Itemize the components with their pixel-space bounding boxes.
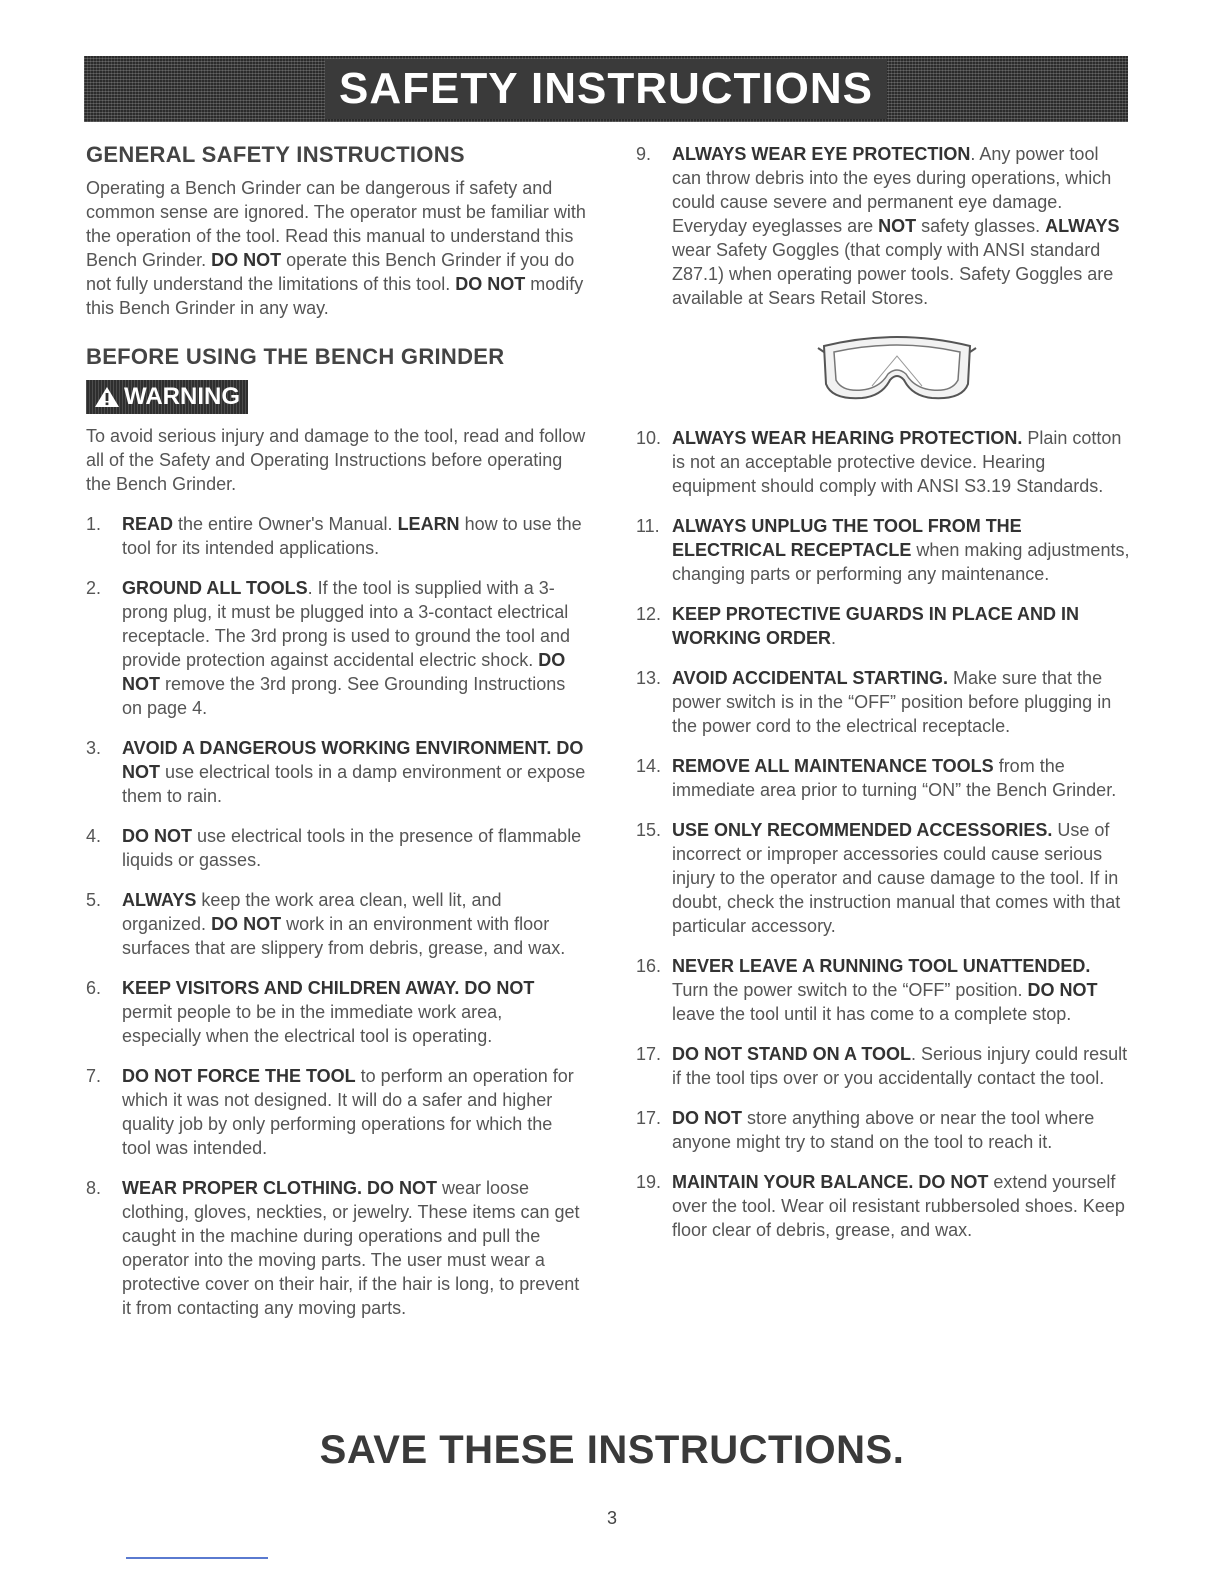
item-number: 19. [636,1172,662,1192]
general-text: Operating a Bench Grinder can be dangerous if safety and common sense are ignored. The operator must be familiar with the operation of the tool. Read this manual to understand this Bench Grinder. DO NOT operate this Bench Grinder if you do not fully understand the limitations of this tool. DO NOT modify this Bench Grinder in any way. [86,178,586,318]
item-number: 4. [86,826,102,846]
item-number: 2. [86,578,102,598]
list-item: 9. ALWAYS WEAR EYE PROTECTION. Any power tool can throw debris into the eyes during operations, which could cause severe and permanent eye damage. Everyday eyeglasses are NOT safety glasses. ALWAYS wear Safety Goggles (that comply with ANSI standard Z87.1) when operating power tools. Safety Goggles are available at Sears Retail Stores. [636,142,1131,406]
list-item: 19. MAINTAIN YOUR BALANCE. DO NOT extend yourself over the tool. Wear oil resistant rubbersoled shoes. Keep floor clear of debris, grease, and wax. [636,1172,1125,1240]
list-item: 10. ALWAYS WEAR HEARING PROTECTION. Plain cotton is not an acceptable protective device. Hearing equipment should comply with ANSI S3.19 Standards. [636,428,1122,496]
footer-divider [126,1557,268,1559]
safety-goggles-icon [812,326,982,406]
general-heading: GENERAL SAFETY INSTRUCTIONS [86,142,465,167]
before-heading: BEFORE USING THE BENCH GRINDER [86,344,505,369]
item-number: 5. [86,890,102,910]
item-number: 8. [86,1178,102,1198]
list-item: 5. ALWAYS keep the work area clean, well lit, and organized. DO NOT work in an environment with floor surfaces that are slippery from debris, grease, and wax. [86,890,566,958]
item-number: 14. [636,756,662,776]
left-column [86,142,586,1336]
list-item: 14. REMOVE ALL MAINTENANCE TOOLS from the immediate area prior to turning “ON” the Bench Grinder. [636,756,1117,800]
safety-list-right [636,142,1131,1242]
warning-label: WARNING [124,383,240,410]
item-number: 16. [636,956,662,976]
list-item: 15. USE ONLY RECOMMENDED ACCESSORIES. Use of incorrect or improper accessories could cause serious injury to the operator and cause damage to the tool. If in doubt, check the instruction manual that comes with that particular accessory. [636,820,1121,936]
list-item: 17. DO NOT store anything above or near the tool where anyone might try to stand on the tool to reach it. [636,1108,1095,1152]
item-number: 3. [86,738,102,758]
list-item: 12. KEEP PROTECTIVE GUARDS IN PLACE AND IN WORKING ORDER. [636,604,1080,648]
list-item: 3. AVOID A DANGEROUS WORKING ENVIRONMENT. DO NOT use electrical tools in a damp environment or expose them to rain. [86,738,586,806]
item-number: 9. [636,144,652,164]
page-number: 3 [606,1508,617,1528]
list-item: 6. KEEP VISITORS AND CHILDREN AWAY. DO NOT permit people to be in the immediate work area, especially when the electrical tool is operating. [86,978,535,1046]
item-number: 6. [86,978,102,998]
save-instructions-heading: SAVE THESE INSTRUCTIONS. [319,1428,905,1472]
safety-list-left [86,512,586,1320]
warning-text: To avoid serious injury and damage to the tool, read and follow all of the Safety and Operating Instructions before operating the Bench Grinder. [86,426,586,494]
list-item: 2. GROUND ALL TOOLS. If the tool is supplied with a 3-prong plug, it must be plugged into a 3-contact electrical receptacle. The 3rd prong is used to ground the tool and provide protection against accidental electric shock. DO NOT remove the 3rd prong. See Grounding Instructions on page 4. [86,578,570,718]
list-item: 11. ALWAYS UNPLUG THE TOOL FROM THE ELECTRICAL RECEPTACLE when making adjustments, changing parts or performing any maintenance. [636,516,1130,584]
item-number: 1. [86,514,102,534]
list-item: 13. AVOID ACCIDENTAL STARTING. Make sure that the power switch is in the “OFF” position before plugging in the power cord to the electrical receptacle. [636,668,1112,736]
list-item: 16. NEVER LEAVE A RUNNING TOOL UNATTENDED. Turn the power switch to the “OFF” position. DO NOT leave the tool until it has come to a complete stop. [636,956,1098,1024]
page-title: SAFETY INSTRUCTIONS [325,59,887,119]
list-item: 8. WEAR PROPER CLOTHING. DO NOT wear loose clothing, gloves, neckties, or jewelry. These items can get caught in the machine during operations and pull the operator into the moving parts. The user must wear a protective cover on their hair, if the hair is long, to prevent it from contacting any moving parts. [86,1178,580,1318]
item-number: 11. [636,516,660,536]
list-item: 17. DO NOT STAND ON A TOOL. Serious injury could result if the tool tips over or you accidentally contact the tool. [636,1044,1128,1088]
item-number: 17. [636,1108,662,1128]
item-number: 17. [636,1044,662,1064]
item-number: 7. [86,1066,102,1086]
list-item: 4. DO NOT use electrical tools in the presence of flammable liquids or gasses. [86,826,582,870]
right-column [636,142,1131,1258]
item-number: 10. [636,428,662,448]
item-number: 12. [636,604,662,624]
list-item: 1. READ the entire Owner's Manual. LEARN how to use the tool for its intended applications. [86,514,582,558]
item-number: 15. [636,820,662,840]
title-banner [84,56,1128,122]
list-item: 7. DO NOT FORCE THE TOOL to perform an operation for which it was not designed. It will do a safer and higher quality job by only performing operations for which the tool was intended. [86,1066,574,1158]
item-number: 13. [636,668,662,688]
warning-triangle-icon [94,385,120,409]
warning-badge [86,380,248,414]
